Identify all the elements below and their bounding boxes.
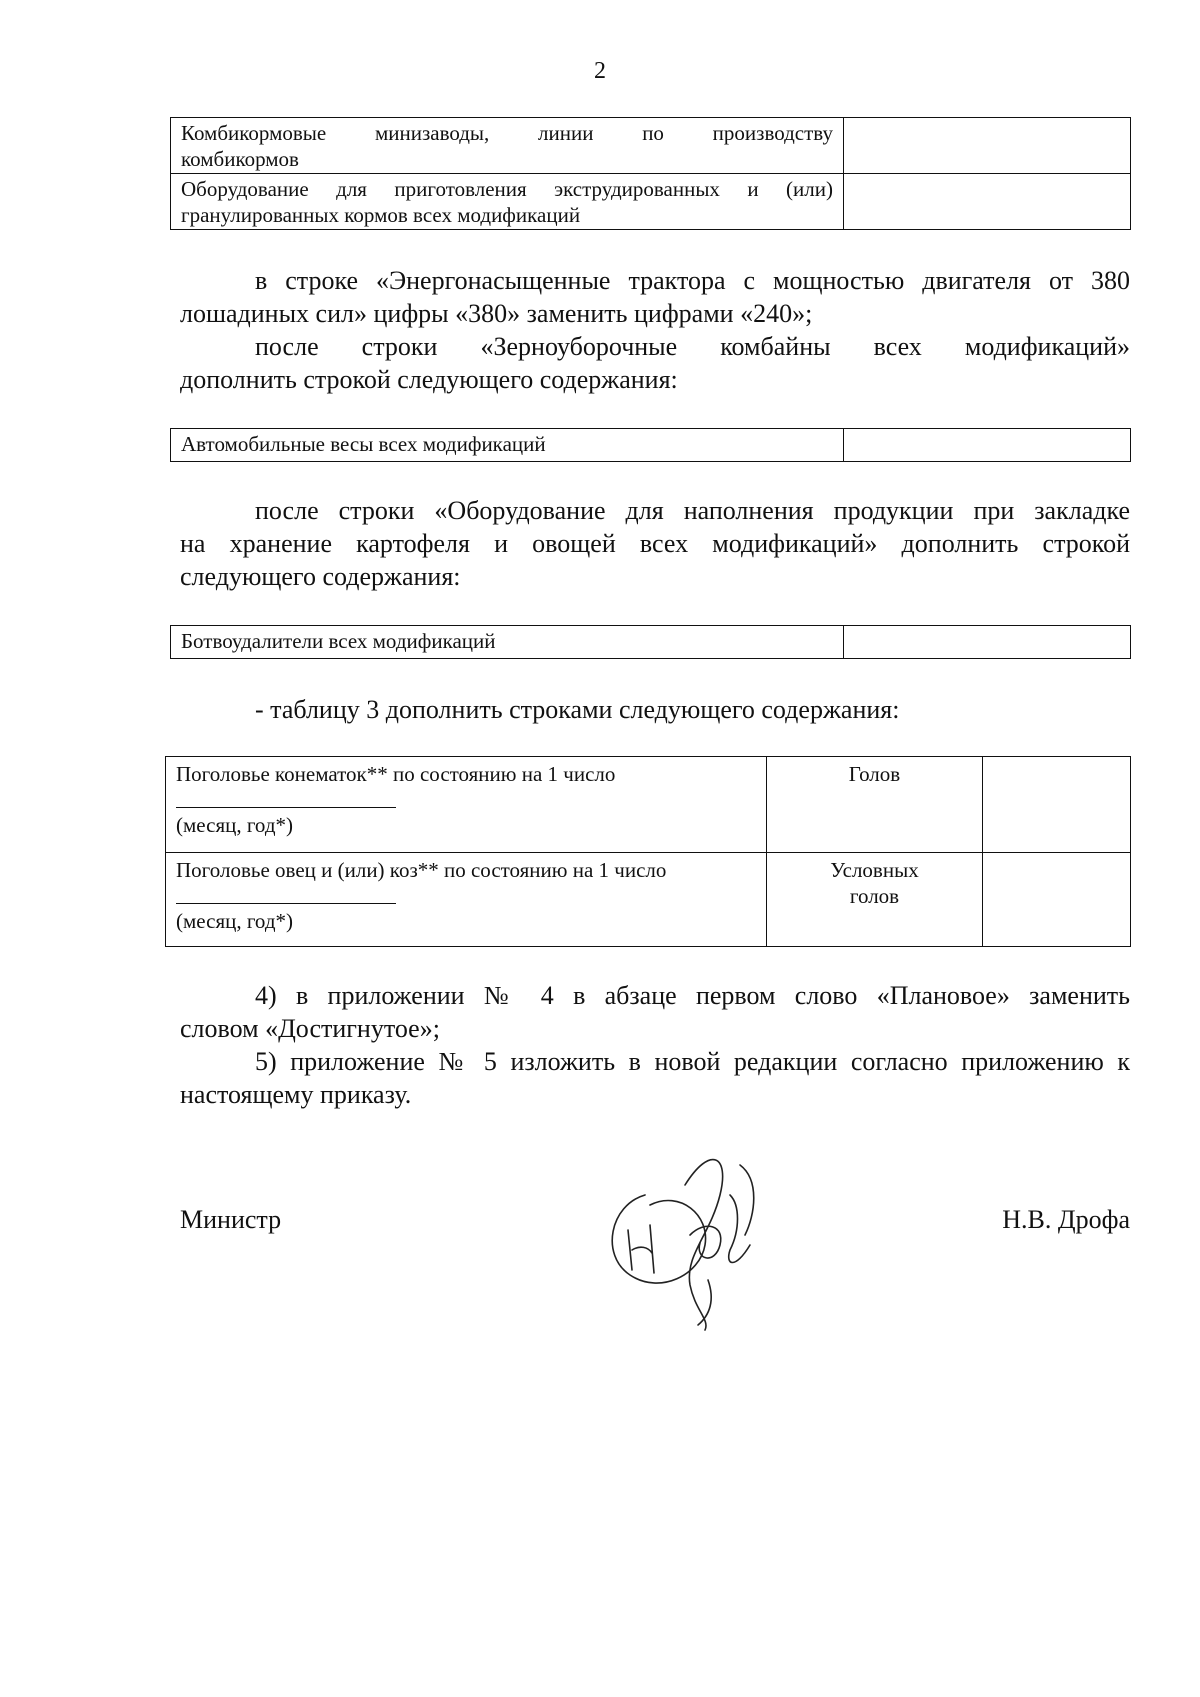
signatory-name: Н.В. Дрофа xyxy=(1002,1205,1130,1234)
table-cell-unit xyxy=(767,853,983,947)
table-cell-name xyxy=(166,757,767,853)
paragraph-appendix-changes xyxy=(180,979,1130,1111)
table-truck-scales xyxy=(170,428,1131,462)
cell-line: Комбикормовые минизаводы, линии по производству xyxy=(181,121,833,145)
handwritten-signature xyxy=(590,1135,790,1335)
table-row xyxy=(166,757,1131,853)
table-row xyxy=(171,174,1131,230)
paragraph-line: - таблицу 3 дополнить строками следующего содержания: xyxy=(255,695,900,724)
paragraph-line: словом «Достигнутое»; xyxy=(180,1014,440,1043)
cell-line: Оборудование для приготовления экструдированных и (или) xyxy=(181,177,833,201)
paragraph-line: следующего содержания: xyxy=(180,562,461,591)
signatory-title: Министр xyxy=(180,1205,282,1234)
cell-line: Поголовье овец и (или) коз** по состоянию на 1 число xyxy=(176,858,667,882)
table-cell-value xyxy=(983,757,1131,853)
paragraph-line: лошадиных сил» цифры «380» заменить цифрами «240»; xyxy=(180,299,813,328)
cell-line: Поголовье конематок** по состоянию на 1 число xyxy=(176,762,616,786)
table-cell-value xyxy=(844,118,1131,174)
table-feed-equipment xyxy=(170,117,1131,230)
paragraph-potato-equipment xyxy=(180,494,1130,593)
cell-note: (месяц, год*) xyxy=(176,813,294,837)
paragraph-table3-intro xyxy=(180,693,1130,726)
table-cell-name: Ботвоудалители всех модификаций xyxy=(171,626,844,659)
table-row xyxy=(171,429,1131,462)
cell-note: (месяц, год*) xyxy=(176,909,294,933)
table-row xyxy=(171,118,1131,174)
table-cell-name xyxy=(171,118,844,174)
paragraph-line: в строке «Энергонасыщенные трактора с мощностью двигателя от 380 xyxy=(255,266,1130,295)
cell-line: гранулированных кормов всех модификаций xyxy=(181,203,581,227)
blank-date-line xyxy=(176,883,396,904)
table-cell-value xyxy=(844,626,1131,659)
blank-date-line xyxy=(176,787,396,808)
table-livestock xyxy=(165,756,1131,947)
unit-line: голов xyxy=(849,884,900,908)
paragraph-line: после строки «Зерноуборочные комбайны всех модификаций» xyxy=(255,332,1130,361)
table-cell-name xyxy=(171,174,844,230)
paragraph-line: 5) приложение № 5 изложить в новой редакции согласно приложению к xyxy=(255,1047,1130,1076)
table-cell-name xyxy=(166,853,767,947)
table-row xyxy=(166,853,1131,947)
paragraph-line: 4) в приложении № 4 в абзаце первом слово «Плановое» заменить xyxy=(255,981,1130,1010)
page-number: 2 xyxy=(594,58,606,84)
table-cell-name: Автомобильные весы всех модификаций xyxy=(171,429,844,462)
unit-line: Условных xyxy=(830,858,919,882)
paragraph-line: после строки «Оборудование для наполнения продукции при закладке xyxy=(255,496,1130,525)
paragraph-line: на хранение картофеля и овощей всех модификаций» дополнить строкой xyxy=(180,529,1130,558)
paragraph-line: настоящему приказу. xyxy=(180,1080,412,1109)
table-row xyxy=(171,626,1131,659)
table-cell-value xyxy=(983,853,1131,947)
table-cell-value xyxy=(844,429,1131,462)
paragraph-line: дополнить строкой следующего содержания: xyxy=(180,365,678,394)
paragraph-tractor-amendment xyxy=(180,264,1130,396)
table-haulm-removers xyxy=(170,625,1131,659)
unit-line: Голов xyxy=(848,762,901,786)
table-cell-unit xyxy=(767,757,983,853)
cell-line: комбикормов xyxy=(181,147,299,171)
table-cell-value xyxy=(844,174,1131,230)
